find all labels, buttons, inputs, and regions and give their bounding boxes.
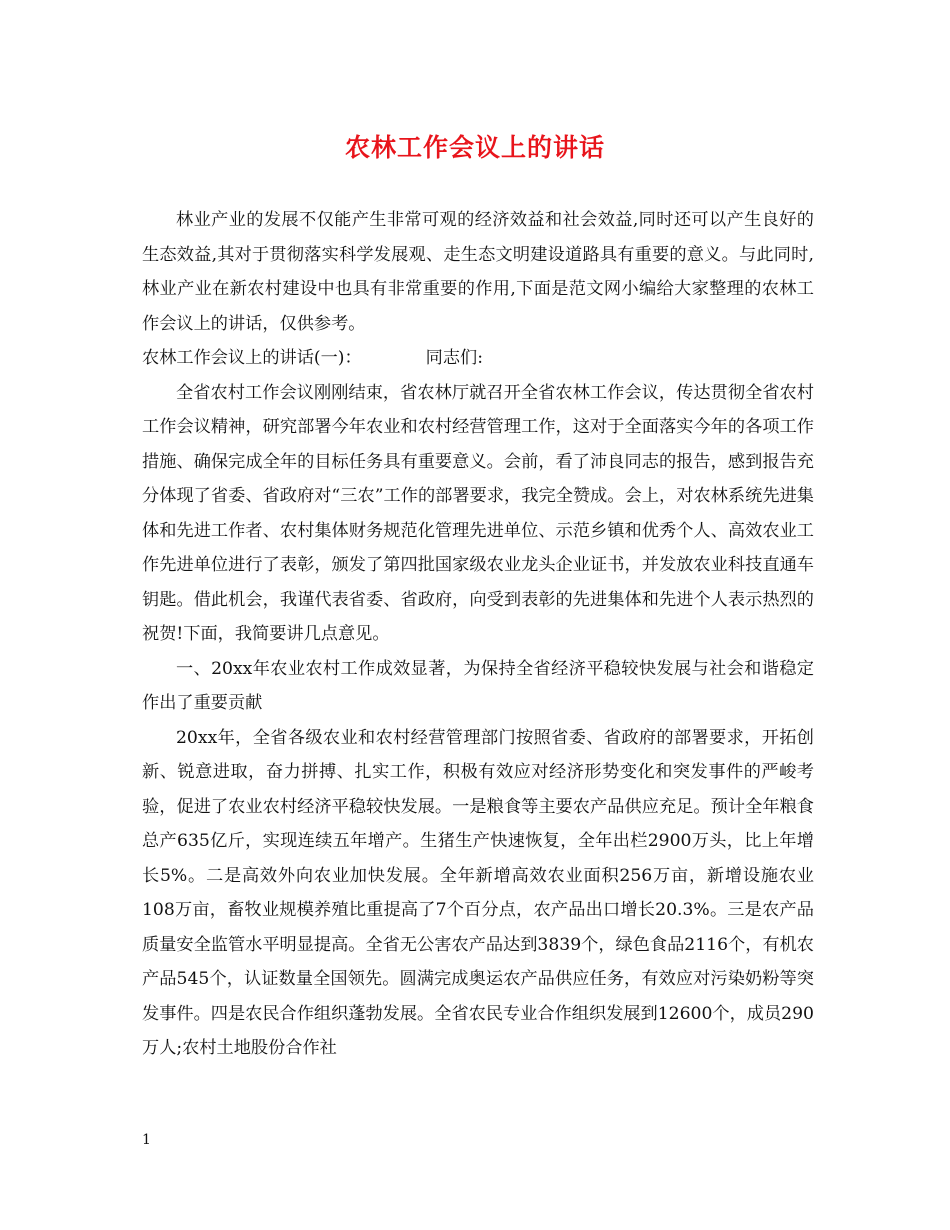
paragraph-achievements: 20xx年，全省各级农业和农村经营管理部门按照省委、省政府的部署要求，开拓创新、锐意进取，奋力拼搏、扎实工作，积极有效应对经济形势变化和突发事件的严峻考验，促进了农业农村经济平稳较快发展。一是粮食等主要农产品供应充足。预计全年粮食总产635亿斤，实现连续五年增产。生猪生产快速恢复，全年出栏2900万头，比上年增长5%。二是高效外向农业加快发展。全年新增高效农业面积256万亩，新增设施农业108万亩，畜牧业规模养殖比重提高了7个百分点，农产品出口增长20.3%。三是农产品质量安全监管水平明显提高。全省无公害农产品达到3839个，绿色食品2116个，有机农产品545个，认证数量全国领先。圆满完成奥运农产品供应任务，有效应对污染奶粉等突发事件。四是农民合作组织蓬勃发展。全省农民专业合作组织发展到12600个，成员290万人;农村土地股份合作社 xyxy=(142,727,814,1058)
section-heading-one: 一、20xx年农业农村工作成效显著，为保持全省经济平稳较快发展与社会和谐稳定作出了重要贡献 xyxy=(142,658,814,713)
paragraph-speech-heading xyxy=(142,341,814,376)
paragraph-intro: 林业产业的发展不仅能产生非常可观的经济效益和社会效益,同时还可以产生良好的生态效益,其对于贯彻落实科学发展观、走生态文明建设道路具有重要的意义。与此同时,林业产业在新农村建设中也具有非常重要的作用,下面是范文网小编给大家整理的农林工作会议上的讲话，仅供参考。 xyxy=(142,210,814,334)
salutation: 同志们: xyxy=(425,348,484,368)
page-title: 农林工作会议上的讲话 xyxy=(344,133,605,162)
paragraph-opening: 全省农村工作会议刚刚结束，省农林厅就召开全省农林工作会议，传达贯彻全省农村工作会议精神，研究部署今年农业和农村经营管理工作，这对于全面落实今年的各项工作措施、确保完成全年的目标任务具有重要意义。会前，看了沛良同志的报告，感到报告充分体现了省委、省政府对“三农”工作的部署要求，我完全赞成。会上，对农林系统先进集体和先进工作者、农村集体财务规范化管理先进单位、示范乡镇和优秀个人、高效农业工作先进单位进行了表彰，颁发了第四批国家级农业龙头企业证书，并发放农业科技直通车钥匙。借此机会，我谨代表省委、省政府，向受到表彰的先进集体和先进个人表示热烈的祝贺!下面，我简要讲几点意见。 xyxy=(142,382,814,644)
speech-heading: 农林工作会议上的讲话(一)： xyxy=(142,348,362,368)
page-number: 1 xyxy=(142,1132,151,1148)
document-body xyxy=(142,203,814,1066)
